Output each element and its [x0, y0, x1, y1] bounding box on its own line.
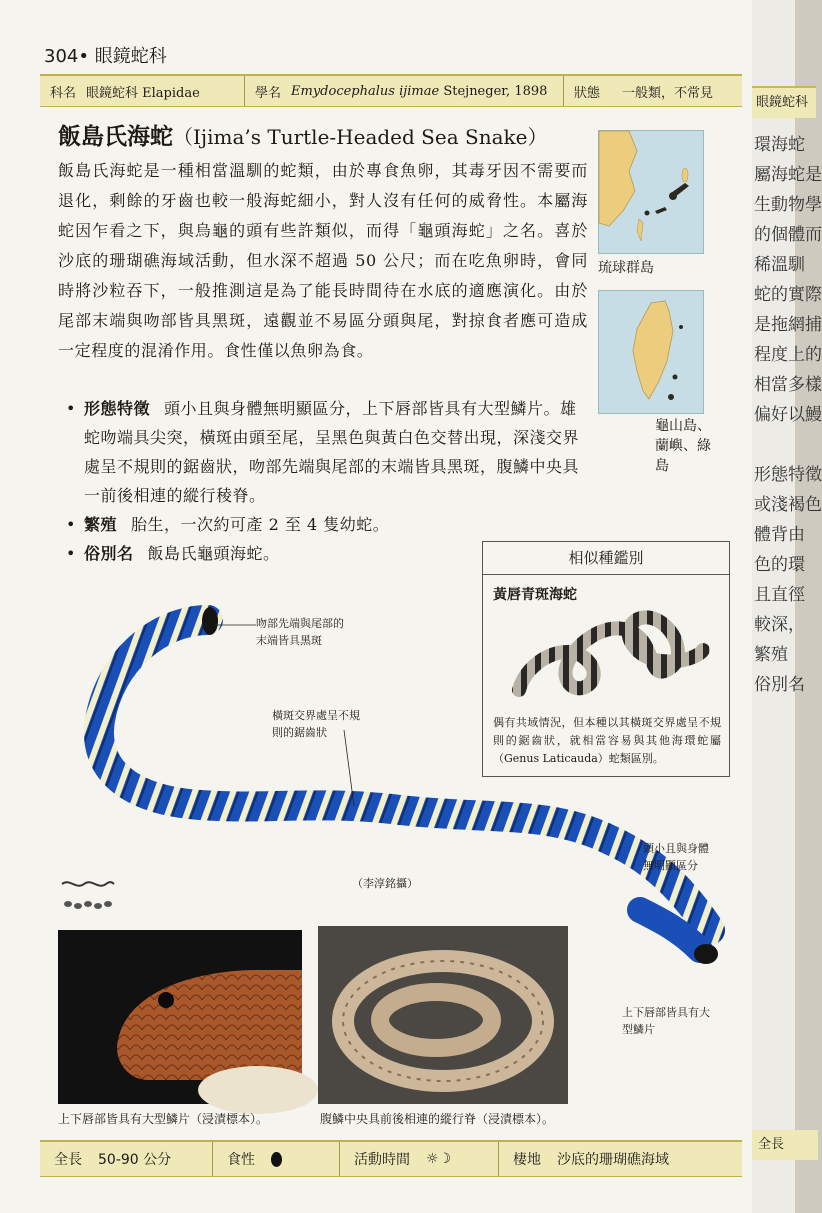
- habitat-value: 沙底的珊瑚礁海域: [557, 1152, 669, 1168]
- length-wave-icon: [60, 876, 116, 916]
- snake-head-end: [640, 900, 730, 980]
- footer-info-bar: [40, 1140, 742, 1177]
- adjacent-text-line: 偏好以鰻: [754, 405, 822, 425]
- adjacent-text-line: [754, 430, 822, 460]
- page-header: [44, 42, 167, 68]
- adjacent-text-line: 且直徑: [754, 585, 805, 605]
- adjacent-text-line: 生動物學: [754, 195, 822, 215]
- adjacent-text-column: [754, 130, 822, 700]
- length-cell: [40, 1142, 213, 1176]
- habitat-label: 棲地: [513, 1152, 541, 1168]
- adjacent-text-line: 的個體而: [754, 225, 822, 245]
- head-closeup-photo: [58, 930, 302, 1104]
- sci-label: 學名: [255, 85, 282, 101]
- sci-name: Emydocephalus ijimae: [291, 83, 440, 99]
- length-label: 全長: [54, 1152, 82, 1168]
- diet-label: 食性: [227, 1152, 255, 1168]
- feature-key: 繁殖: [84, 515, 118, 534]
- adjacent-text-line: 繁殖: [754, 645, 788, 665]
- activity-cell: [340, 1142, 499, 1176]
- species-info-bar: [40, 74, 742, 107]
- adjacent-page-edge: [752, 0, 822, 1213]
- callout-line: 吻部先端與尾部的: [256, 617, 344, 630]
- callout-line: 頭小且與身體: [643, 842, 709, 855]
- callout-leader: [214, 620, 258, 630]
- sea-snake-illustration: [70, 600, 730, 900]
- caption-right: 腹鱗中央具前後相連的縱行脊（浸漬標本）。: [320, 1112, 555, 1126]
- adjacent-footer: 全長: [752, 1130, 818, 1160]
- adjacent-text-line: 形態特徵: [754, 465, 822, 485]
- callout-leader: [340, 728, 360, 808]
- similar-species-name: 黃唇青斑海蛇: [493, 587, 577, 603]
- adjacent-header: 眼鏡蛇科: [752, 86, 816, 118]
- photo-credit: （李淳銘攝）: [352, 877, 418, 890]
- family-cell: [40, 76, 245, 106]
- adjacent-text-line: 較深，: [754, 615, 805, 635]
- status-cell: [564, 76, 723, 106]
- family-value: 眼鏡蛇科 Elapidae: [86, 85, 200, 101]
- map2-label: 龜山島、蘭嶼、綠島: [655, 418, 711, 474]
- similar-description: 偶有共域情況，但本種以其橫斑交界處呈不規則的鋸齒狀，就相當容易與其他海環蛇屬（Genus Laticauda）蛇類區別。: [493, 716, 721, 765]
- adjacent-text-line: 體背由: [754, 525, 805, 545]
- callout-line: 末端皆具黑斑: [256, 634, 322, 647]
- callout-lip-scales: [622, 1004, 710, 1038]
- callout-line: 橫斑交界處呈不規: [272, 709, 360, 722]
- scientific-name-cell: [245, 76, 564, 106]
- adjacent-text-line: 屬海蛇是: [754, 165, 822, 185]
- similar-heading: 相似種鑑別: [483, 542, 729, 575]
- habitat-cell: [499, 1142, 683, 1176]
- description-paragraph: 飯島氏海蛇是一種相當溫馴的蛇類，由於專食魚卵，其毒牙因不需要而退化，剩餘的牙齒也較一般海蛇細小，對人沒有任何的威脅性。本屬海蛇因乍看之下，與烏龜的頭有些許類似，而得「龜頭海蛇」之名。喜於沙底的珊瑚礁海域活動，但水深不超過 50 公尺；而在吃魚卵時，會同時將沙粒吞下，一般推測這是為了能長時間待在水底的適應演化。由於尾部末端與吻部皆具黑斑，遠觀並不易區分頭與尾，對掠食者應可造成一定程度的混淆作用。食性僅以魚卵為食。: [58, 161, 588, 360]
- callout-line: 則的鋸齒狀: [272, 726, 327, 739]
- page-number: 304: [44, 46, 79, 67]
- adjacent-text-line: 蛇的實際: [754, 285, 822, 305]
- title-zh: 飯島氏海蛇: [58, 123, 173, 150]
- callout-line: 型鱗片: [622, 1023, 655, 1036]
- status-value: 一般類，不常見: [622, 85, 714, 101]
- callout-tail-tip: [256, 615, 344, 649]
- adjacent-text-line: 色的環: [754, 555, 805, 575]
- ventral-specimen-photo: [318, 926, 568, 1104]
- section-name: • 眼鏡蛇科: [78, 46, 167, 67]
- ryukyu-map: [598, 130, 704, 254]
- egg-icon: [271, 1152, 282, 1167]
- taiwan-map: [598, 290, 704, 414]
- adjacent-text-line: 稀溫馴: [754, 255, 805, 275]
- adjacent-text-line: 環海蛇: [754, 135, 805, 155]
- length-value: 50-90 公分: [98, 1152, 172, 1168]
- sun-moon-icon: ☼☽: [426, 1151, 452, 1167]
- adjacent-text-line: 俗別名: [754, 675, 805, 695]
- caption-left: 上下唇部皆具有大型鱗片（浸漬標本）。: [58, 1112, 269, 1126]
- adjacent-text-line: 是拖網捕: [754, 315, 822, 335]
- taiwan-map-graphic: [599, 291, 703, 413]
- activity-label: 活動時間: [354, 1152, 410, 1168]
- feature-text: 飯島氏龜頭海蛇。: [147, 544, 280, 563]
- feature-key: 形態特徵: [84, 399, 151, 418]
- status-label: 狀態: [574, 85, 601, 101]
- feature-reproduction: [64, 510, 584, 539]
- ryukyu-map-graphic: [599, 131, 703, 253]
- feature-text: 胎生，一次約可產 2 至 4 隻幼蛇。: [131, 515, 390, 534]
- map1-label: 琉球群島: [598, 260, 654, 276]
- feature-key: 俗別名: [84, 544, 134, 563]
- title-en: （Ijima’s Turtle-Headed Sea Snake）: [173, 125, 548, 149]
- family-label: 科名: [50, 85, 77, 101]
- adjacent-text-line: 程度上的: [754, 345, 822, 365]
- callout-line: 上下唇部皆具有大: [622, 1006, 710, 1019]
- callout-line: 無明顯區分: [643, 859, 698, 872]
- diet-cell: [213, 1142, 340, 1176]
- adjacent-text-line: 或淺褐色: [754, 495, 822, 515]
- species-title: [58, 118, 547, 151]
- callout-head-shape: [643, 840, 709, 874]
- feature-text: 頭小且與身體無明顯區分，上下唇部皆具有大型鱗片。雄蛇吻端具尖突，橫斑由頭至尾，呈黑色與黃白色交替出現，深淺交界處呈不規則的鋸齒狀，吻部先端與尾部的末端皆具黑斑，腹鱗中央具一前後相連的縱行稜脊。: [84, 399, 580, 505]
- sci-author: Stejneger, 1898: [439, 83, 548, 99]
- feature-morphology: [64, 394, 584, 510]
- adjacent-text-line: 相當多樣: [754, 375, 822, 395]
